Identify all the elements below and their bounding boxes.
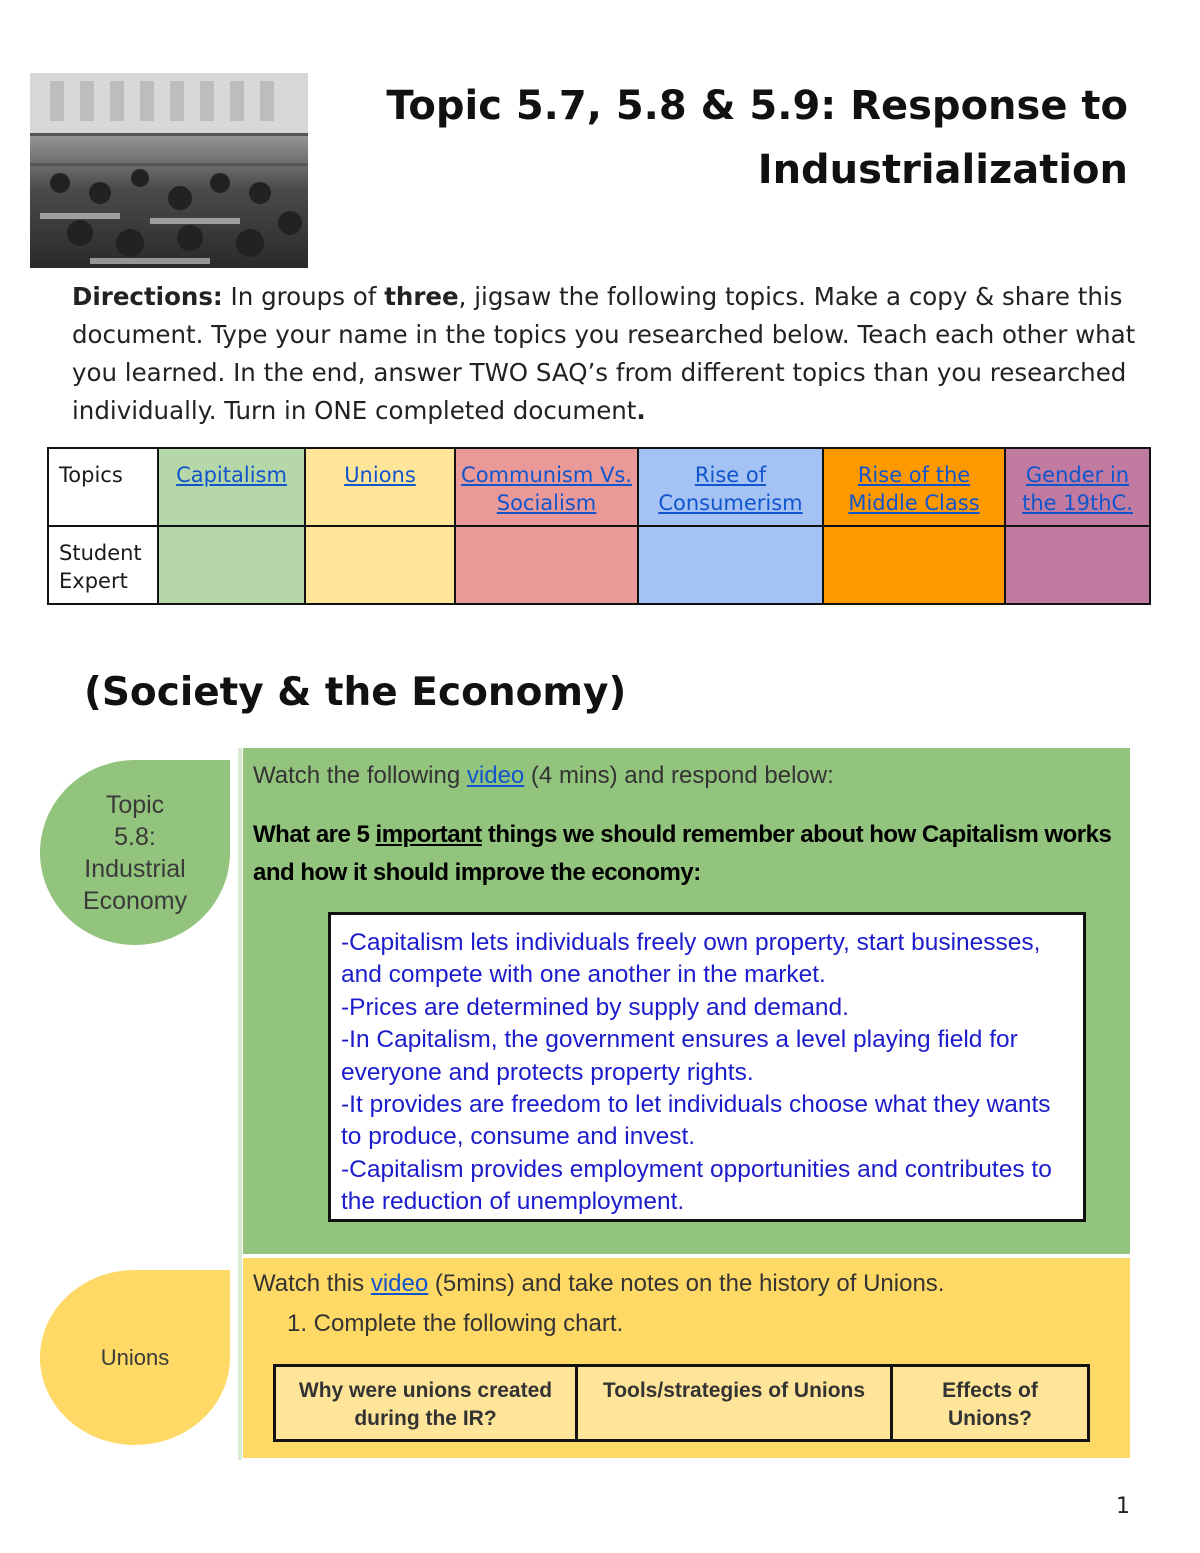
topic-cell-communism [455, 448, 638, 526]
capitalism-video-link[interactable]: video [466, 762, 525, 789]
unions-chart-header: Why were unions created during the IR? [275, 1366, 577, 1441]
section-heading: (Society & the Economy) [84, 670, 627, 715]
title-line-2: Industrialization [757, 147, 1128, 193]
answer-line: -Capitalism provides employment opportunities and contributes to the reduction of unemployment. [341, 1155, 1052, 1216]
directions-label: Directions: [72, 282, 223, 311]
unions-watch-after: (5mins) and take notes on the history of Unions. [428, 1270, 945, 1297]
answer-line: -Capitalism lets individuals freely own property, start businesses, and compete with one another in the market. [341, 929, 1041, 989]
title-line-1: Topic 5.7, 5.8 & 5.9: Response to [386, 83, 1128, 129]
topic-link-middle-class[interactable]: Rise of the Middle Class [848, 463, 980, 515]
answer-line: -Prices are determined by supply and demand. [341, 993, 849, 1021]
page-number: 1 [1116, 1494, 1130, 1519]
directions-paragraph [72, 278, 1142, 430]
capitalism-instructions [253, 762, 834, 790]
capitalism-panel [243, 748, 1130, 1254]
unions-watch-before: Watch this [253, 1270, 371, 1297]
directions-period: . [636, 396, 646, 425]
capitalism-question [253, 816, 1113, 892]
topic-cell-gender [1005, 448, 1150, 526]
topic-cell-unions [305, 448, 455, 526]
question-text-a: What are 5 [253, 821, 376, 848]
topic-cell-middle-class [823, 448, 1005, 526]
topics-row [48, 448, 1150, 526]
badge-line-2: 5.8: [114, 822, 156, 851]
topic-cell-capitalism [158, 448, 305, 526]
unions-video-link[interactable]: video [370, 1270, 429, 1297]
expert-cell-gender[interactable] [1005, 526, 1150, 604]
directions-text-b: , jigsaw the following topics. Make a copy & share this document. Type your name in the topics you researched below. Teach each other what you learned. In the end, answer TWO SAQ’s from different topics than you researched individually. Turn in ONE completed document [72, 282, 1136, 425]
capitalism-answer-box[interactable] [328, 912, 1086, 1222]
topic-link-consumerism[interactable]: Rise of Consumerism [658, 463, 803, 515]
question-text-b: things we should remember about how Capitalism works and how it should improve the economy: [253, 821, 1112, 886]
topic-cell-consumerism [638, 448, 823, 526]
expert-cell-middle-class[interactable] [823, 526, 1005, 604]
expert-cell-communism[interactable] [455, 526, 638, 604]
answer-line: -It provides are freedom to let individuals choose what they wants to produce, consume and invest. [341, 1091, 1051, 1151]
directions-emphasis: three [384, 282, 459, 311]
factory-workers-photo [30, 73, 308, 268]
page-title [368, 74, 1128, 202]
expert-cell-unions[interactable] [305, 526, 455, 604]
unions-chart-header-row [275, 1366, 1089, 1441]
topic-link-communism[interactable]: Communism Vs. Socialism [461, 463, 632, 515]
unions-panel [243, 1258, 1130, 1458]
student-expert-label: Student Expert [48, 526, 158, 604]
unions-chart-header: Effects of Unions? [892, 1366, 1089, 1441]
unions-badge-label: Unions [100, 1344, 170, 1370]
watch-text-after: (4 mins) and respond below: [524, 762, 834, 789]
expert-cell-capitalism[interactable] [158, 526, 305, 604]
directions-text-a: In groups of [222, 282, 385, 311]
watch-text-before: Watch the following [253, 762, 467, 789]
badge-line-3: Industrial [84, 854, 186, 883]
badge-line-1: Topic [105, 790, 165, 819]
topic-link-capitalism[interactable]: Capitalism [176, 463, 287, 487]
badge-line-4: Economy [82, 886, 188, 915]
topic-link-unions[interactable]: Unions [344, 463, 416, 487]
student-expert-row [48, 526, 1150, 604]
question-emphasis: important [375, 821, 482, 848]
expert-cell-consumerism[interactable] [638, 526, 823, 604]
column-divider [238, 748, 242, 1460]
topic-badge-unions [40, 1270, 230, 1445]
unions-instructions [253, 1270, 944, 1298]
unions-chart-header: Tools/strategies of Unions [577, 1366, 892, 1441]
unions-chart [273, 1364, 1090, 1442]
unions-step-1: 1. Complete the following chart. [287, 1310, 624, 1337]
topic-link-gender[interactable]: Gender in the 19thC. [1022, 463, 1133, 515]
topics-table [47, 447, 1151, 605]
topics-row-label: Topics [48, 448, 158, 526]
answer-line: -In Capitalism, the government ensures a level playing field for everyone and protects property rights. [341, 1026, 1018, 1086]
topic-badge-industrial-economy [40, 760, 230, 945]
